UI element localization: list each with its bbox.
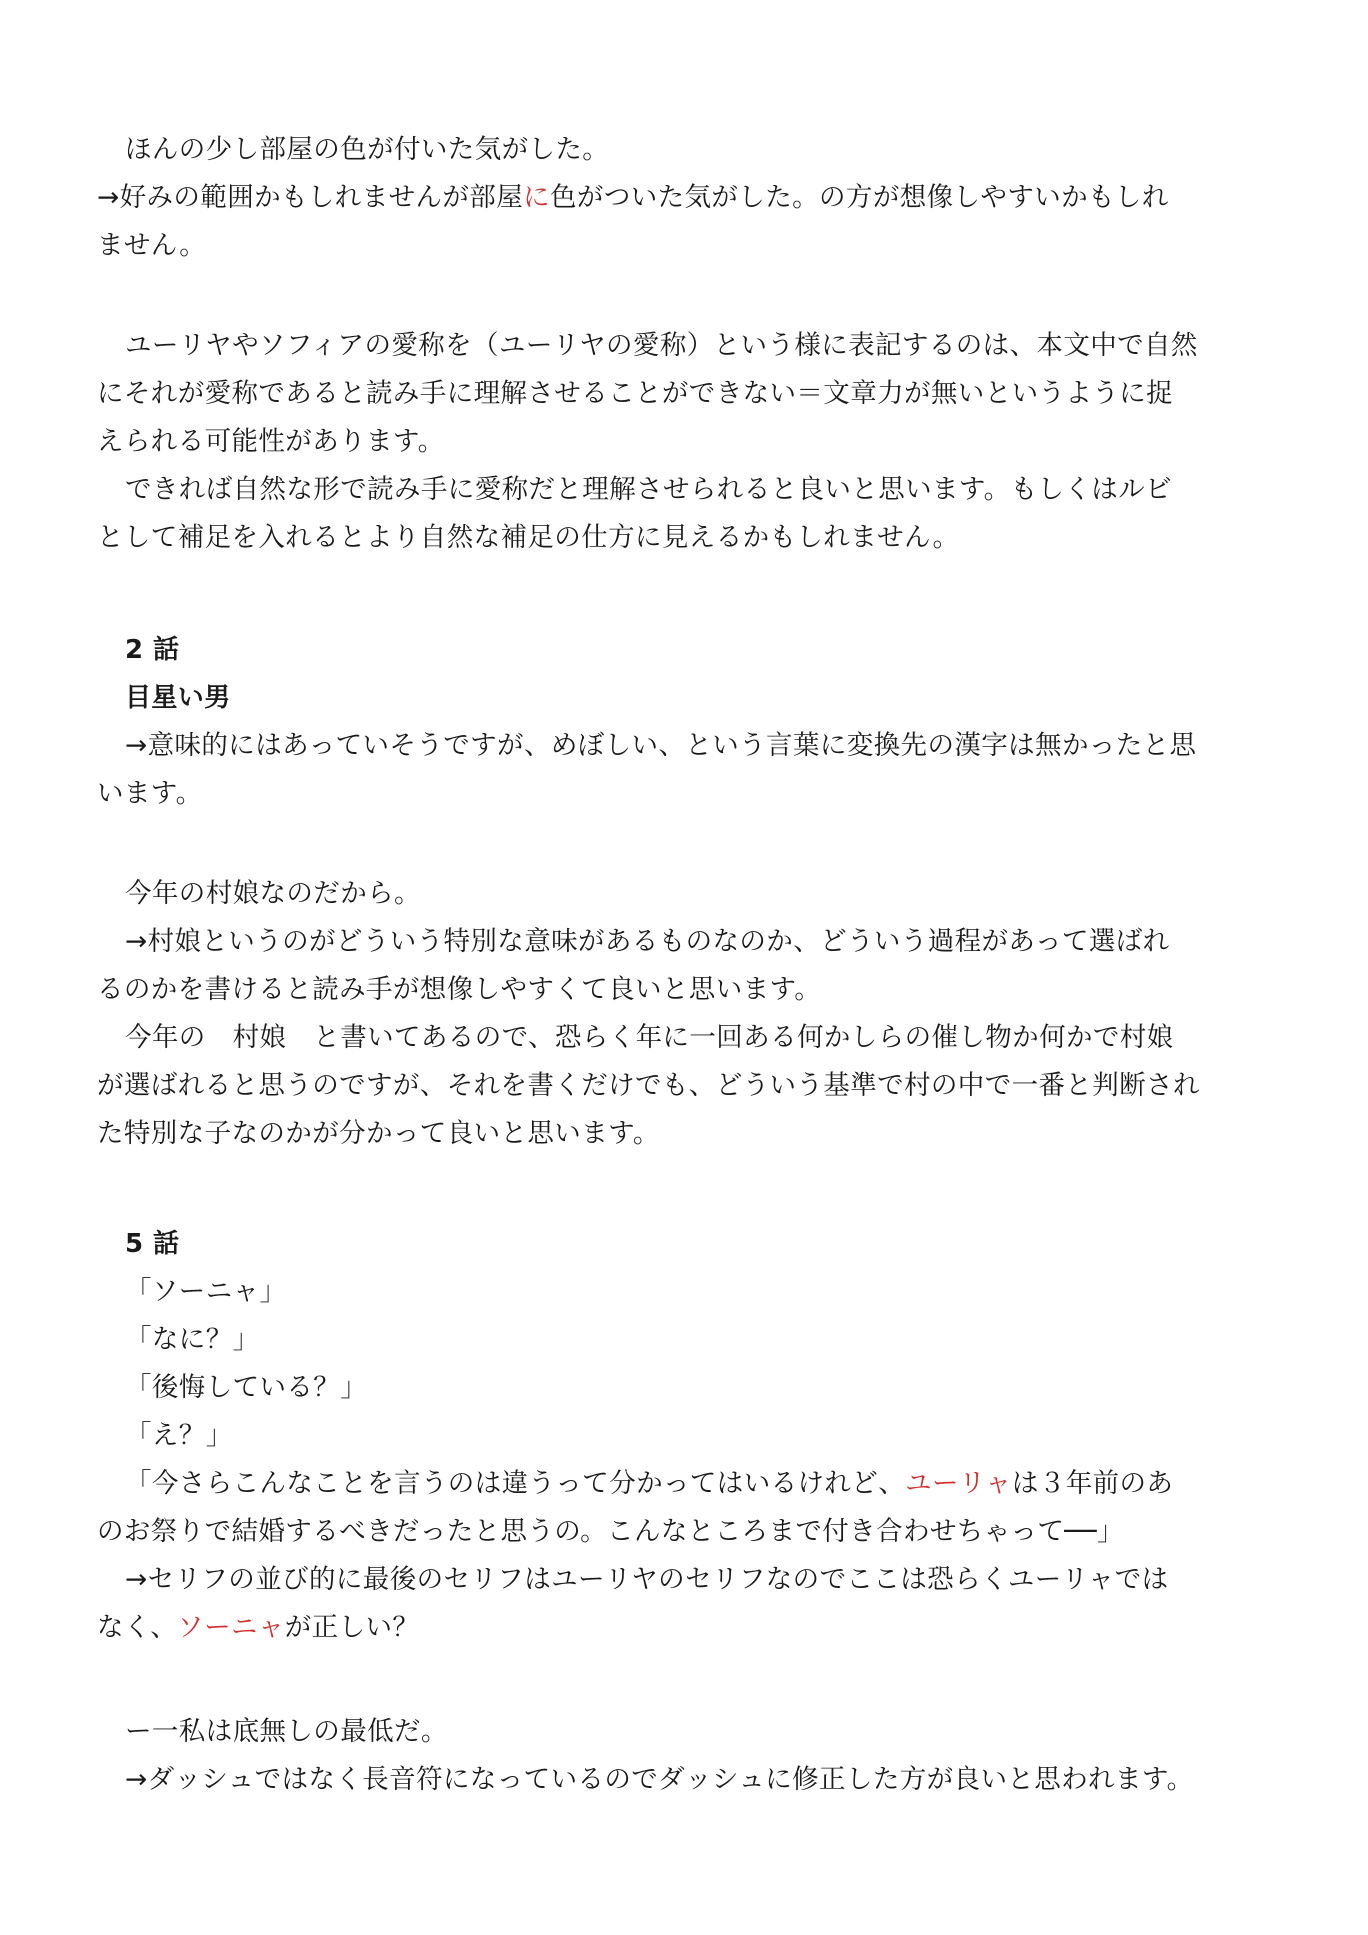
text-line: →ダッシュではなく長音符になっているのでダッシュに修正した方が良いと思われます。: [125, 1764, 1194, 1795]
episode-heading: 2 話: [125, 635, 180, 665]
text-line: できれば自然な形で読み手に愛称だと理解させられると良いと思います。もしくはルビ: [125, 474, 1172, 505]
text-line: ー一私は底無しの最低だ。: [125, 1716, 448, 1747]
text-span: なく、: [97, 1612, 178, 1643]
highlighted-text: ユーリャ: [905, 1468, 1012, 1499]
text-line: います。: [97, 778, 203, 809]
text-line: →セリフの並び的に最後のセリフはユーリヤのセリフなのでここは恐らくユーリャでは: [125, 1564, 1169, 1595]
text-line: ません。: [97, 230, 207, 261]
text-line: →意味的にはあっていそうですが、めぼしい、という言葉に変換先の漢字は無かったと思: [125, 730, 1197, 761]
text-line: ほんの少し部屋の色が付いた気がした。: [125, 134, 610, 165]
dialogue-line: のお祭りで結婚するべきだったと思うの。こんなところまで付き合わせちゃって──」: [97, 1516, 1124, 1547]
text-line: た特別な子なのかが分かって良いと思います。: [97, 1118, 660, 1149]
dialogue-line: [125, 1464, 1173, 1504]
text-line: るのかを書けると読み手が想像しやすくて良いと思います。: [97, 974, 822, 1005]
text-line: 今年の村娘なのだから。: [125, 878, 421, 909]
text-line: →村娘というのがどういう特別な意味があるものなのか、どういう過程があって選ばれ: [125, 926, 1170, 957]
text-span: →好みの範囲かもしれませんが部屋: [97, 182, 524, 213]
text-span: 色がついた気がした。の方が想像しやすいかもしれ: [550, 182, 1169, 213]
text-line: が選ばれると思うのですが、それを書くだけでも、どういう基準で村の中で一番と判断され: [97, 1070, 1200, 1101]
text-line: として補足を入れるとより自然な補足の仕方に見えるかもしれません。: [97, 522, 960, 553]
text-span: が正しい？: [284, 1612, 420, 1643]
text-line: [97, 178, 1169, 218]
text-line: [97, 1608, 419, 1648]
dialogue-line: 「後悔している？」: [125, 1372, 368, 1403]
dialogue-line: 「なに？」: [125, 1324, 260, 1355]
dialogue-line: 「ソーニャ」: [125, 1276, 287, 1307]
highlighted-text: ソーニャ: [177, 1612, 285, 1643]
text-span: 「今さらこんなことを言うのは違うって分かってはいるけれど、: [125, 1468, 906, 1499]
episode-subheading: 目星い男: [125, 683, 231, 713]
dialogue-line: 「え？」: [125, 1420, 233, 1451]
text-line: ユーリヤやソフィアの愛称を（ユーリヤの愛称）という様に表記するのは、本文中で自然: [125, 330, 1198, 361]
highlighted-text: に: [523, 182, 551, 213]
text-line: にそれが愛称であると読み手に理解させることができない＝文章力が無いというように捉: [97, 378, 1173, 409]
text-line: 今年の 村娘 と書いてあるので、恐らく年に一回ある何かしらの催し物か何かで村娘: [125, 1022, 1174, 1053]
text-line: えられる可能性があります。: [97, 426, 445, 457]
episode-heading: 5 話: [125, 1229, 180, 1259]
text-span: は３年前のあ: [1011, 1468, 1174, 1499]
